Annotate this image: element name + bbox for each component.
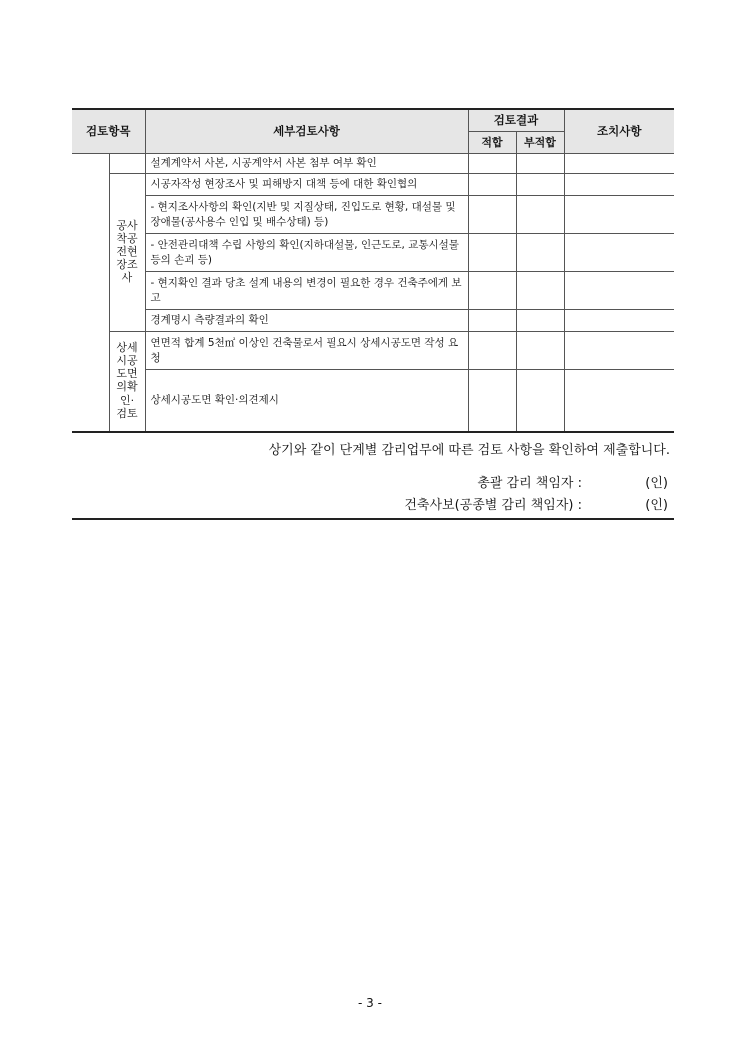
- header-action: 조치사항: [564, 109, 674, 154]
- row-safety-plan: - 안전관리대책 수립 사항의 확인(지하대설물, 인근도로, 교통시설물 등의 손괴 등): [145, 234, 468, 272]
- row-field-investigation: - 현지조사사항의 확인(지반 및 지질상태, 진입도로 현황, 대설물 및 장애물(공사용수 인입 및 배수상태) 등): [145, 196, 468, 234]
- action-cell[interactable]: [564, 174, 674, 196]
- signature-assistant-seal: (인): [645, 497, 668, 513]
- header-detail: 세부검토사항: [145, 109, 468, 154]
- row-contract-copy: 설계계약서 사본, 시공계약서 사본 첨부 여부 확인: [145, 154, 468, 174]
- pass-cell[interactable]: [468, 310, 516, 332]
- row-site-survey-consult: 시공자작성 현장조사 및 피해방지 대책 등에 대한 확인협의: [145, 174, 468, 196]
- signature-chief-label: 총괄 감리 책임자 :: [477, 475, 582, 491]
- review-table: [72, 108, 674, 433]
- pass-cell[interactable]: [468, 154, 516, 174]
- fail-cell[interactable]: [516, 196, 564, 234]
- pass-cell[interactable]: [468, 332, 516, 370]
- outer-blank-cell: [72, 154, 109, 432]
- fail-cell[interactable]: [516, 370, 564, 432]
- pass-cell[interactable]: [468, 196, 516, 234]
- fail-cell[interactable]: [516, 174, 564, 196]
- group-site-survey: [109, 174, 145, 332]
- signature-chief-line: [72, 472, 674, 494]
- action-cell[interactable]: [564, 234, 674, 272]
- action-cell[interactable]: [564, 196, 674, 234]
- pass-cell[interactable]: [468, 370, 516, 432]
- group-shop-drawing: [109, 332, 145, 432]
- signature-chief-seal: (인): [645, 475, 668, 491]
- pass-cell[interactable]: [468, 174, 516, 196]
- header-pass: 적합: [468, 132, 516, 154]
- fail-cell[interactable]: [516, 332, 564, 370]
- fail-cell[interactable]: [516, 234, 564, 272]
- pass-cell[interactable]: [468, 234, 516, 272]
- fail-cell[interactable]: [516, 154, 564, 174]
- pass-cell[interactable]: [468, 272, 516, 310]
- fail-cell[interactable]: [516, 310, 564, 332]
- row-design-change-report: - 현지확인 결과 당초 설계 내용의 변경이 필요한 경우 건축주에게 보고: [145, 272, 468, 310]
- row-shop-drawing-request: 연면적 합계 5천㎡ 이상인 건축물로서 필요시 상세시공도면 작성 요청: [145, 332, 468, 370]
- submission-statement: 상기와 같이 단계별 감리업무에 따른 검토 사항을 확인하여 제출합니다.: [268, 442, 670, 458]
- header-fail: 부적합: [516, 132, 564, 154]
- row-boundary-survey: 경계명시 측량결과의 확인: [145, 310, 468, 332]
- action-cell[interactable]: [564, 332, 674, 370]
- fail-cell[interactable]: [516, 272, 564, 310]
- header-review-item: 검토항목: [72, 109, 145, 154]
- header-result: 검토결과: [468, 109, 564, 132]
- bottom-rule: [72, 518, 674, 520]
- page-number: - 3 -: [358, 996, 382, 1010]
- blank-group-cell: [109, 154, 145, 174]
- action-cell[interactable]: [564, 272, 674, 310]
- document-body: [72, 108, 674, 520]
- group-shop-drawing-label: 상세시공도면의확인·검토: [116, 340, 138, 420]
- signature-assistant-line: [72, 494, 674, 516]
- action-cell[interactable]: [564, 310, 674, 332]
- signature-assistant-label: 건축사보(공종별 감리 책임자) :: [404, 497, 582, 513]
- row-shop-drawing-review: 상세시공도면 확인·의견제시: [145, 370, 468, 432]
- action-cell[interactable]: [564, 370, 674, 432]
- group-site-survey-label: 공사착공전현장조사: [116, 218, 138, 285]
- action-cell[interactable]: [564, 154, 674, 174]
